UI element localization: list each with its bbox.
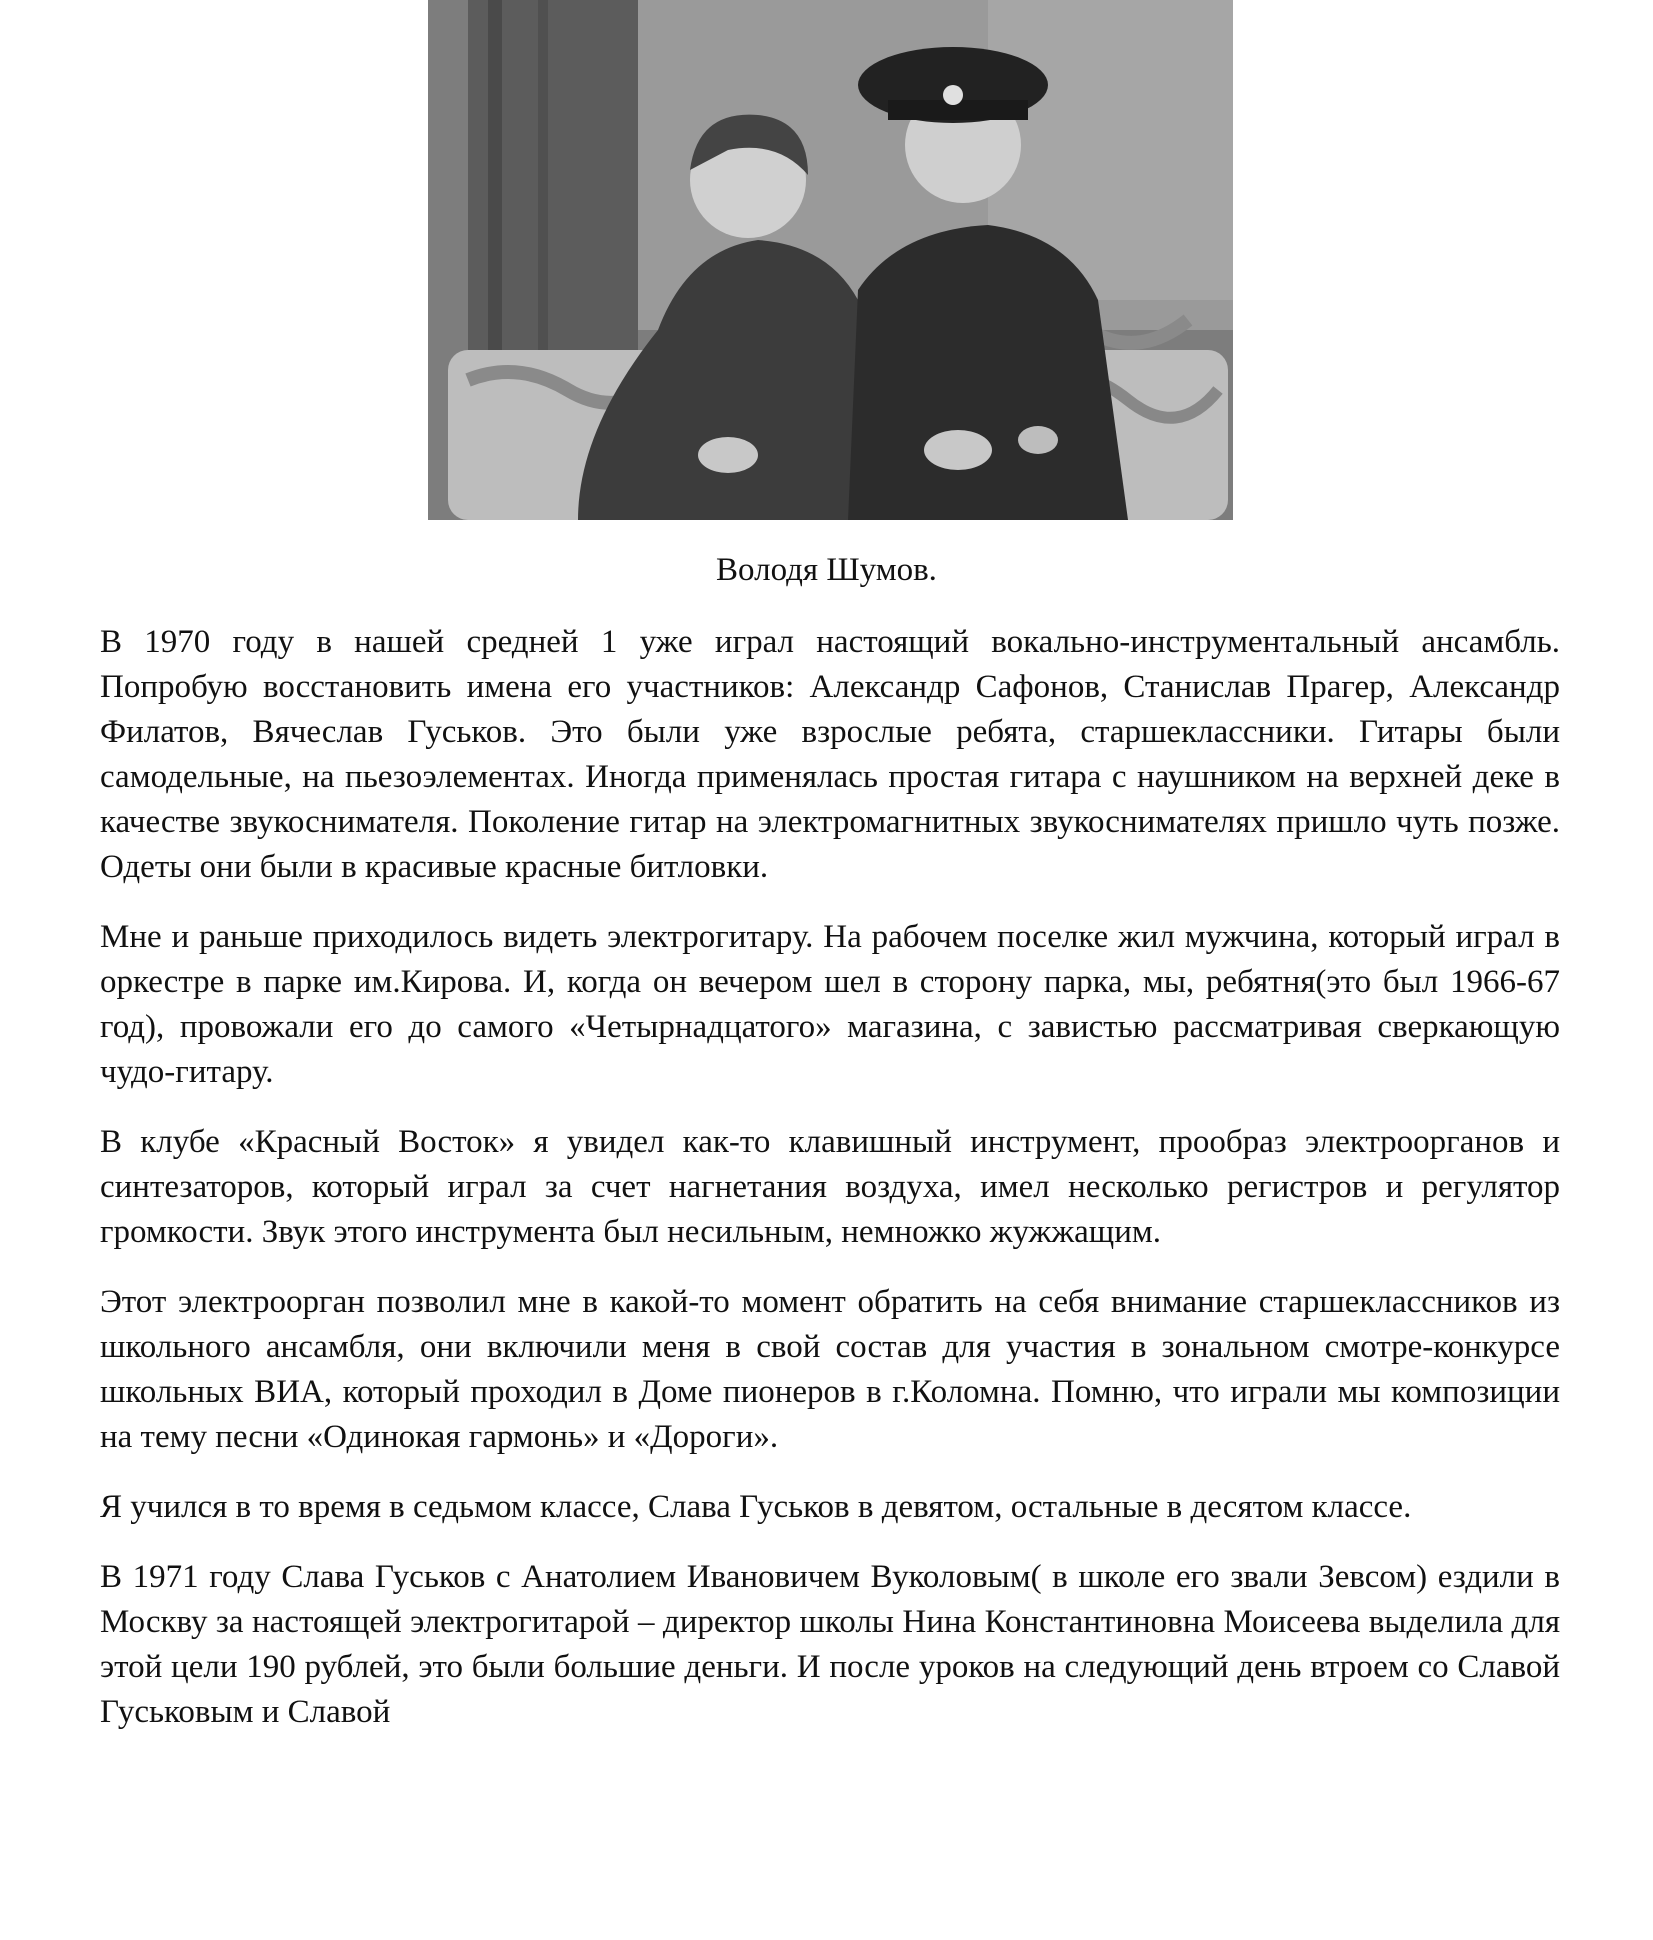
paragraph: Этот электроорган позволил мне в какой-то момент обратить на себя внимание старшеклассников из школьного ансамбля, они включили меня в свой состав для участия в зональном смотре-конкурсе школьных ВИА, который проходил в Доме пионеров в г.Коломна. Помню, что играли мы композиции на тему песни «Одинокая гармонь» и «Дороги». [100,1284,1560,1455]
photograph [428,0,1233,520]
paragraph: В 1971 году Слава Гуськов с Анатолием Ивановичем Вуколовым( в школе его звали Зевсом) ездили в Москву за настоящей электрогитарой – директор школы Нина Константиновна Моисеева выделила для этой цели 190 рублей, это были большие деньги. И после уроков на следующий день втроем со Славой Гуськовым и Славой [100,1559,1560,1730]
photo-icon [428,0,1233,520]
paragraph: В клубе «Красный Восток» я увидел как-то клавишный инструмент, прообраз электроорганов и синтезаторов, который играл за счет нагнетания воздуха, имел несколько регистров и регулятор громкости. Звук этого инструмента был несильным, немножко жужжащим. [100,1124,1560,1250]
paragraph: В 1970 году в нашей средней 1 уже играл настоящий вокально-инструментальный ансамбль. Попробую восстановить имена его участников: Александр Сафонов, Станислав Прагер, Александр Филатов, Вячеслав Гуськов. Это были уже взрослые ребята, старшеклассники. Гитары были самодельные, на пьезоэлементах. Иногда применялась простая гитара с наушником на верхней деке в качестве звукоснимателя. Поколение гитар на электромагнитных звукоснимателях пришло чуть позже. Одеты они были в красивые красные битловки. [100,624,1560,885]
article-body [100,620,1560,1760]
photo-caption: Володя Шумов. [716,552,937,588]
paragraph: Мне и раньше приходилось видеть электрогитару. На рабочем поселке жил мужчина, который играл в оркестре в парке им.Кирова. И, когда он вечером шел в сторону парка, мы, ребятня(это был 1966-67 год), провожали его до самого «Четырнадцатого» магазина, с завистью рассматривая сверкающую чудо-гитару. [100,919,1560,1090]
paragraph: Я учился в то время в седьмом классе, Слава Гуськов в девятом, остальные в десятом классе. [100,1489,1412,1525]
